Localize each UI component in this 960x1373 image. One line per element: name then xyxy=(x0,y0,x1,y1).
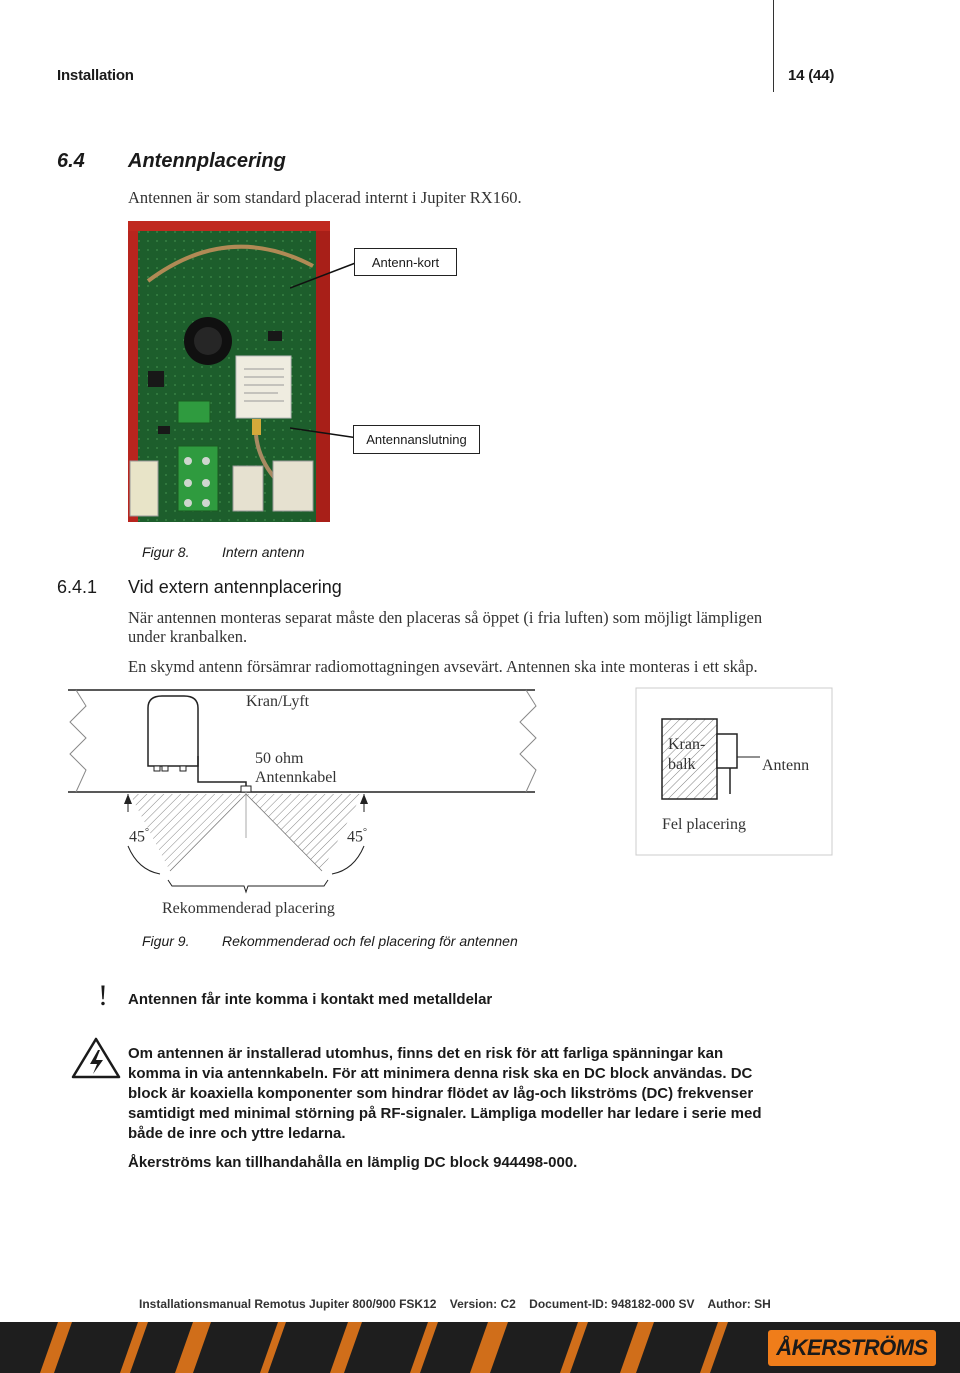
figure9-caption-text: Rekommenderad och fel placering för antennen xyxy=(222,933,518,949)
label-recommended-placement: Rekommenderad placering xyxy=(162,900,335,917)
antenna-mount xyxy=(241,786,251,792)
label-angle-left: 45° xyxy=(129,827,149,846)
callout-antenna-connection: Antennanslutning xyxy=(353,425,480,454)
device-box xyxy=(148,696,198,766)
warning-paragraph xyxy=(128,1044,762,1144)
label-crane: Kran/Lyft xyxy=(246,693,310,710)
warning-line-4: samtidigt med minimal störning på RF-signaler. Lämpliga modeller har ledare i serie med xyxy=(128,1105,762,1122)
callout-antenna-board: Antenn-kort xyxy=(354,248,457,276)
section-number: 6.4 xyxy=(57,150,85,172)
callout-leaders xyxy=(290,250,360,450)
warning-line-1: Om antennen är installerad utomhus, finns det en risk för att farliga spänningar kan xyxy=(128,1045,724,1062)
subsection-title: Vid extern antennplacering xyxy=(128,577,342,597)
footer-info xyxy=(139,1297,771,1311)
label-antenna: Antenn xyxy=(762,757,810,774)
figure8-caption-label: Figur 8. xyxy=(142,544,190,560)
break-line-right xyxy=(520,690,536,792)
note-metal-contact: Antennen får inte komma i kontakt med metalldelar xyxy=(128,991,493,1008)
antenna-bracket xyxy=(717,734,737,768)
footer-version: Version: C2 xyxy=(449,1297,516,1311)
antenna-cable xyxy=(198,756,246,786)
subsection-paragraph-2: En skymd antenn försämrar radiomottagningen avsevärt. Antennen ska inte monteras i ett skåp. xyxy=(128,657,758,676)
note-dc-block-supply: Åkerströms kan tillhandahålla en lämplig DC block 944498-000. xyxy=(128,1154,578,1171)
break-line-left xyxy=(70,690,86,792)
antenna-placement-diagram xyxy=(0,686,960,926)
label-cable-impedance: 50 ohm xyxy=(255,750,304,767)
subsection-number: 6.4.1 xyxy=(57,577,98,597)
label-wrong-placement: Fel placering xyxy=(662,816,746,833)
footer-manual: Installationsmanual Remotus Jupiter 800/900 FSK12 xyxy=(139,1297,437,1311)
brand-logo: ÅKERSTRÖMS xyxy=(776,1335,928,1360)
warning-line-5: både de inre och yttre ledarna. xyxy=(128,1125,346,1142)
section-intro: Antennen är som standard placerad internt i Jupiter RX160. xyxy=(128,188,522,207)
label-crane-beam-2: balk xyxy=(668,756,696,773)
footer-document-id: Document-ID: 948182-000 SV xyxy=(529,1297,695,1311)
warning-line-3: block är koaxiella komponenter som hindrar flödet av låg-och likströms (DC) frekvenser xyxy=(128,1085,754,1102)
reception-cone-right xyxy=(246,794,362,871)
header-divider xyxy=(773,0,774,92)
subsection-paragraph-1-line-2: under kranbalken. xyxy=(128,627,248,646)
section-title: Antennplacering xyxy=(128,150,286,172)
figure9-caption-label: Figur 9. xyxy=(142,933,190,949)
header-page-number: 14 (44) xyxy=(788,67,835,84)
exclamation-icon: ! xyxy=(98,979,108,1012)
subsection-paragraph-1-line-1: När antennen monteras separat måste den placeras så öppet (i fria luften) som möjligt lämpligen xyxy=(128,608,763,627)
figure8-caption-text: Intern antenn xyxy=(222,544,305,560)
header-section-title: Installation xyxy=(57,67,134,84)
label-cable-name: Antennkabel xyxy=(255,769,337,786)
warning-line-2: komma in via antennkabeln. För att minimera denna risk ska en DC block användas. DC xyxy=(128,1065,753,1082)
recommended-bracket xyxy=(168,880,328,892)
footer-author: Author: SH xyxy=(707,1297,771,1311)
label-angle-right: 45° xyxy=(347,827,367,846)
label-crane-beam-1: Kran- xyxy=(668,736,706,753)
high-voltage-warning-icon xyxy=(70,1036,122,1080)
